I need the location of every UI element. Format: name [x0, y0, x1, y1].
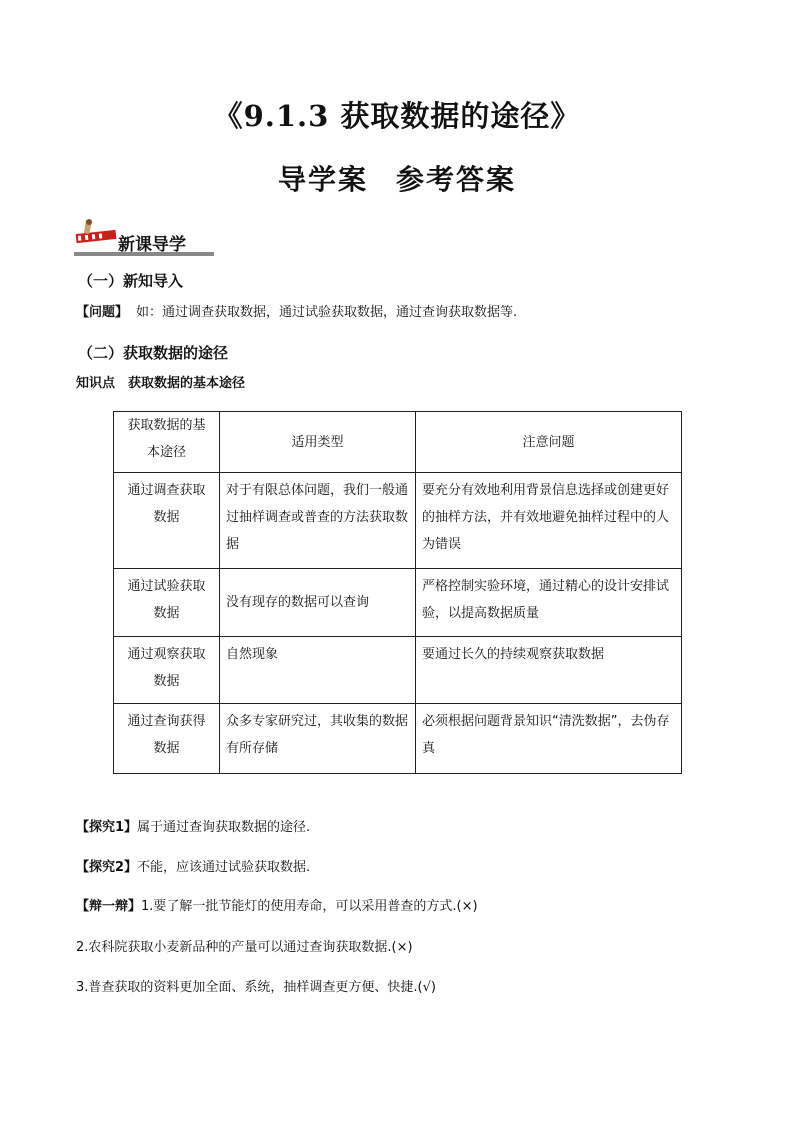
table-cell: 通过查询获得数据	[114, 704, 220, 774]
table-row	[114, 569, 682, 637]
table-row	[114, 473, 682, 569]
table-cell: 要充分有效地利用背景信息选择或创建更好的抽样方法，并有效地避免抽样过程中的人为错误	[416, 473, 682, 569]
explore1-text: 属于通过查询获取数据的途径.	[137, 820, 311, 835]
explore2-label: 【探究2】	[76, 860, 138, 875]
table-cell: 严格控制实验环境，通过精心的设计安排试验，以提高数据质量	[416, 569, 682, 637]
debate-line-2: 2.农科院获取小麦新品种的产量可以通过查询获取数据.(×)	[76, 940, 413, 955]
question-label: 【问题】	[76, 305, 129, 320]
table-cell: 没有现存的数据可以查询	[220, 569, 416, 637]
table-cell: 通过试验获取数据	[114, 569, 220, 637]
table-cell: 众多专家研究过，其收集的数据有所存储	[220, 704, 416, 774]
debate-line-1	[76, 895, 478, 914]
subtitle-right: 参考答案	[396, 163, 517, 196]
document-title: 《9.1.3 获取数据的途径》	[213, 99, 581, 133]
section-underline	[74, 252, 214, 256]
table-cell: 通过观察获取数据	[114, 637, 220, 704]
explore2-line	[76, 856, 310, 875]
explore1-line	[76, 816, 310, 835]
debate-item: 1.要了解一批节能灯的使用寿命，可以采用普查的方式.(×)	[141, 899, 478, 914]
table-cell: 必须根据问题背景知识“清洗数据”，去伪存真	[416, 704, 682, 774]
table-header-row	[114, 412, 682, 473]
table-header-cell: 注意问题	[416, 412, 682, 473]
subtitle-left: 导学案	[277, 163, 368, 196]
debate-label: 【辩一辩】	[76, 899, 142, 914]
table-cell: 要通过长久的持续观察获取数据	[416, 637, 682, 704]
pencil-ruler-icon	[74, 218, 118, 248]
table-header-cell: 获取数据的基本途径	[114, 412, 220, 473]
question-text: 如：通过调查获取数据，通过试验获取数据，通过查询获取数据等.	[136, 305, 518, 320]
explore1-label: 【探究1】	[76, 820, 138, 835]
data-methods-table	[113, 411, 682, 774]
question-line	[76, 301, 517, 320]
table-cell: 对于有限总体问题，我们一般通过抽样调查或普查的方法获取数据	[220, 473, 416, 569]
knowledge-point-label: 知识点 获取数据的基本途径	[76, 376, 246, 391]
part2-heading: （二）获取数据的途径	[78, 344, 229, 362]
document-subtitle	[0, 158, 794, 198]
table-row	[114, 637, 682, 704]
debate-line-3: 3.普查获取的资料更加全面、系统，抽样调查更方便、快捷.(√)	[76, 980, 436, 995]
table-row	[114, 704, 682, 774]
table-cell: 自然现象	[220, 637, 416, 704]
table-header-cell: 适用类型	[220, 412, 416, 473]
part1-heading: （一）新知导入	[78, 272, 184, 290]
section-title: 新课导学	[118, 235, 186, 255]
explore2-text: 不能，应该通过试验获取数据.	[137, 860, 311, 875]
table-cell: 通过调查获取数据	[114, 473, 220, 569]
